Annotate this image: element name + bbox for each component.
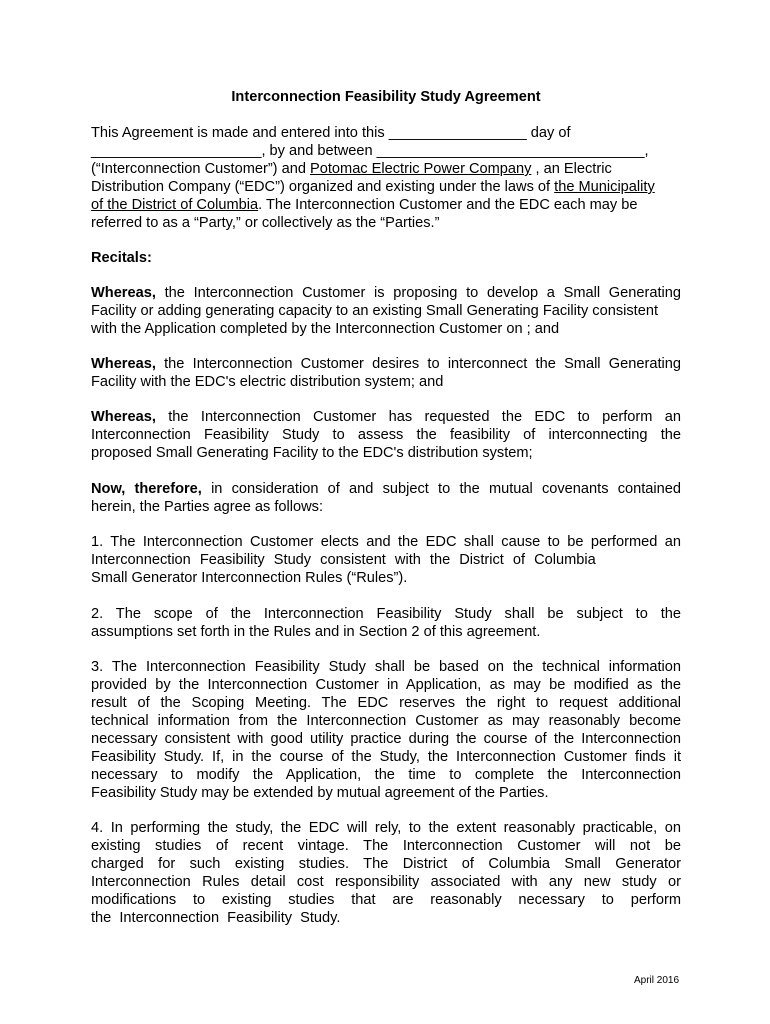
party-name-blank: _____________________ bbox=[91, 143, 262, 159]
now-line-2: herein, the Parties agree as follows: bbox=[91, 499, 324, 515]
clause1-line-3: Small Generator Interconnection Rules (“Rules”). bbox=[91, 570, 408, 586]
clause4-line-4: Interconnection Rules detail cost responsibility associated with any new study or bbox=[91, 874, 681, 890]
edc-company-name: Potomac Electric Power Company bbox=[310, 161, 532, 177]
intro-line-2: _____________________, by and between _________________________________, bbox=[91, 143, 649, 159]
intro-line-6: referred to as a “Party,” or collectively as the “Parties.” bbox=[91, 215, 440, 231]
clause4-line-3: charged for such existing studies. The District of Columbia Small Generator bbox=[91, 856, 681, 872]
document-title: Interconnection Feasibility Study Agreement bbox=[231, 89, 541, 105]
clause3-line-6: Feasibility Study. If, in the course of the Study, the Interconnection Customer finds it bbox=[91, 749, 681, 765]
intro-paragraph bbox=[91, 124, 681, 232]
whereas3-line-2: Interconnection Feasibility Study to assess the feasibility of interconnecting the bbox=[91, 427, 681, 443]
recitals-heading: Recitals: bbox=[91, 250, 152, 266]
whereas3-line-1: Whereas, the Interconnection Customer has requested the EDC to perform an bbox=[91, 409, 681, 425]
clause3-line-5: necessary consistent with good utility practice during the course of the Interconnection bbox=[91, 731, 681, 747]
whereas2-line-2: Facility with the EDC's electric distribution system; and bbox=[91, 374, 444, 390]
jurisdiction-part-2: of the District of Columbia bbox=[91, 197, 259, 213]
intro-line-5: of the District of Columbia. The Interconnection Customer and the EDC each may be bbox=[91, 197, 638, 213]
whereas-paragraph-1 bbox=[91, 284, 681, 338]
customer-name-blank: _________________________________ bbox=[376, 143, 645, 159]
whereas-paragraph-3 bbox=[91, 408, 681, 462]
document-page bbox=[91, 0, 681, 1024]
clause4-line-5: modifications to existing studies that are reasonably necessary to perform bbox=[91, 892, 681, 908]
clause2-line-1: 2. The scope of the Interconnection Feasibility Study shall be subject to the bbox=[91, 606, 681, 622]
whereas2-line-1: Whereas, the Interconnection Customer desires to interconnect the Small Generating bbox=[91, 356, 681, 372]
intro-line-3: (“Interconnection Customer”) and Potomac Electric Power Company , an Electric bbox=[91, 161, 612, 177]
jurisdiction-part-1: the Municipality bbox=[554, 179, 655, 195]
clause3-line-3: result of the Scoping Meeting. The EDC reserves the right to request additional bbox=[91, 695, 681, 711]
footer-date: April 2016 bbox=[634, 975, 680, 986]
now-therefore-paragraph bbox=[91, 480, 681, 516]
clause3-line-4: technical information from the Interconnection Customer as may reasonably become bbox=[91, 713, 681, 729]
whereas1-line-1: Whereas, the Interconnection Customer is proposing to develop a Small Generating bbox=[91, 285, 681, 301]
clause3-line-7: necessary to modify the Application, the time to complete the Interconnection bbox=[91, 767, 681, 783]
intro-line-1: This Agreement is made and entered into this _________________ day of bbox=[91, 125, 571, 141]
whereas-paragraph-2 bbox=[91, 355, 681, 391]
now-line-1: Now, therefore, in consideration of and subject to the mutual covenants contained bbox=[91, 481, 681, 497]
clause3-line-2: provided by the Interconnection Customer in Application, as may be modified as the bbox=[91, 677, 681, 693]
clause4-line-6: the Interconnection Feasibility Study. bbox=[91, 910, 341, 926]
intro-line-4: Distribution Company (“EDC”) organized and existing under the laws of the Municipality bbox=[91, 179, 655, 195]
clause3-line-8: Feasibility Study may be extended by mutual agreement of the Parties. bbox=[91, 785, 549, 801]
clause3-line-1: 3. The Interconnection Feasibility Study shall be based on the technical information bbox=[91, 659, 681, 675]
clause-4 bbox=[91, 819, 681, 927]
clause-1 bbox=[91, 533, 681, 587]
whereas3-line-3: proposed Small Generating Facility to the EDC's distribution system; bbox=[91, 445, 533, 461]
whereas1-line-3: with the Application completed by the Interconnection Customer on ; and bbox=[91, 321, 560, 337]
clause-2 bbox=[91, 605, 681, 641]
clause-3 bbox=[91, 658, 681, 802]
clause1-line-1: 1. The Interconnection Customer elects and the EDC shall cause to be performed an bbox=[91, 534, 681, 550]
clause4-line-2: existing studies of recent vintage. The Interconnection Customer will not be bbox=[91, 838, 681, 854]
clause2-line-2: assumptions set forth in the Rules and in Section 2 of this agreement. bbox=[91, 624, 541, 640]
clause1-line-2: Interconnection Feasibility Study consistent with the District of Columbia bbox=[91, 552, 596, 568]
whereas1-line-2: Facility or adding generating capacity to an existing Small Generating Facility consistent bbox=[91, 303, 659, 319]
clause4-line-1: 4. In performing the study, the EDC will rely, to the extent reasonably practicable, on bbox=[91, 820, 681, 836]
date-blank: _________________ bbox=[388, 125, 527, 141]
